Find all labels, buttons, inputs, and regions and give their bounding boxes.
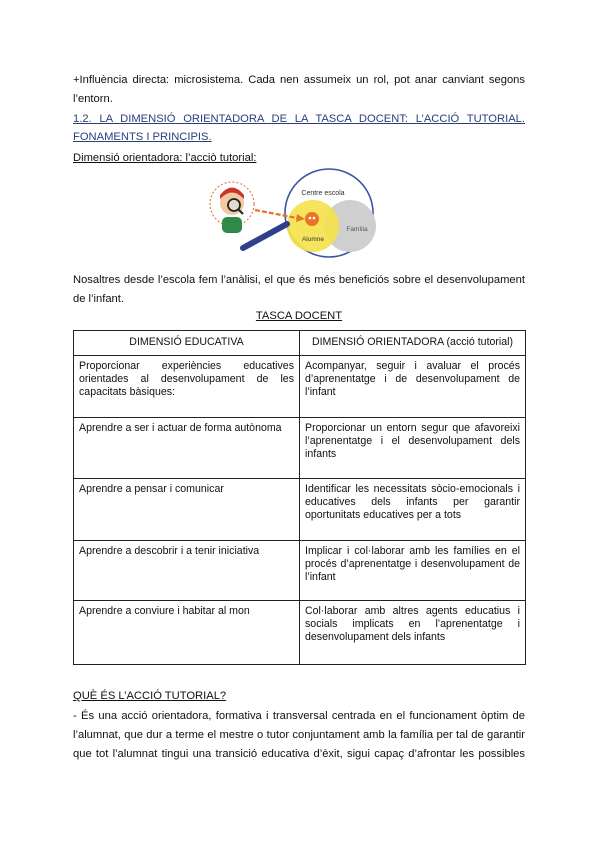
table-header-educativa: DIMENSIÓ EDUCATIVA	[74, 331, 300, 356]
table-cell: Aprendre a descobrir i a tenir iniciativa	[74, 541, 300, 601]
table-cell: Proporcionar experiències educatives orientades al desenvolupament de les capacitats bàsiques:	[74, 356, 300, 418]
table-cell: Identificar les necessitats sòcio-emocionals i educatives dels infants per garantir oportunitats educatives per a tots	[300, 479, 526, 541]
tutorial-diagram	[205, 168, 405, 258]
question-line-1: - És una acció orientadora, formativa i transversal centrada en el funcionament òptim de	[73, 710, 525, 722]
table-title	[73, 310, 525, 322]
table-cell: Implicar i col·laborar amb les famílies en el procés d’aprenentatge i desenvolupament de l’infant	[300, 541, 526, 601]
question-line-3: que tot l’alumnat tingui una transició educativa d’èxit, sigui capaç d’afrontar les possibles	[73, 748, 525, 760]
table-row	[74, 418, 526, 479]
student-label: Alumne	[301, 236, 325, 243]
table-row	[74, 601, 526, 665]
school-label: Centre escola	[301, 190, 345, 197]
table-cell: Acompanyar, seguir i avaluar el procés d’aprenentatge i de desenvolupament de l’infant	[300, 356, 526, 418]
table-title-text: TASCA DOCENT	[255, 310, 343, 322]
child-body	[222, 217, 242, 233]
magnifier-handle	[243, 224, 287, 248]
student-circle	[287, 200, 339, 252]
table-cell: Proporcionar un entorn segur que afavoreixi l’aprenentatge i el desenvolupament dels infants	[300, 418, 526, 479]
question-line-2: l’alumnat, que dur a terme el mestre o tutor conjuntament amb la família per tal de garantir	[73, 729, 525, 741]
body-line-2: de l’infant.	[73, 293, 124, 305]
question-heading	[73, 687, 525, 706]
dimension-label-text: Dimensió orientadora: l’acciò tutorial:	[73, 152, 257, 164]
tasca-docent-table	[73, 330, 526, 665]
table-row	[74, 541, 526, 601]
table-header-row	[74, 331, 526, 356]
section-heading-line-2	[73, 128, 525, 147]
section-heading-line-1: 1.2. LA DIMENSIÓ ORIENTADORA DE LA TASCA DOCENT: L’ACCIÓ TUTORIAL.	[73, 113, 525, 125]
table-cell: Aprendre a conviure i habitar al mon	[74, 601, 300, 665]
intro-line-2: l’entorn.	[73, 93, 113, 105]
student-icon	[305, 212, 319, 226]
intro-line-1: +Influència directa: microsistema. Cada nen assumeix un rol, pot anar canviant segons	[73, 74, 525, 86]
table-header-orientadora: DIMENSIÓ ORIENTADORA (acció tutorial)	[300, 331, 526, 356]
table-cell: Col·laborar amb altres agents educatius i socials implicats en l’aprenentatge i desenvolupament dels infants	[300, 601, 526, 665]
family-label: Família	[346, 226, 368, 233]
table-cell: Aprendre a pensar i comunicar	[74, 479, 300, 541]
body-line-1: Nosaltres desde l’escola fem l’anàlisi, el que és més beneficiós sobre el desenvolupament	[73, 274, 525, 286]
table-row	[74, 479, 526, 541]
question-heading-text: QUÈ ÉS L’ACCIÓ TUTORIAL?	[73, 690, 227, 702]
section-heading-line-2-text: FONAMENTS I PRINCIPIS.	[73, 131, 212, 143]
table-cell: Aprendre a ser i actuar de forma autònoma	[74, 418, 300, 479]
dimension-label	[73, 149, 525, 168]
table-row	[74, 356, 526, 418]
